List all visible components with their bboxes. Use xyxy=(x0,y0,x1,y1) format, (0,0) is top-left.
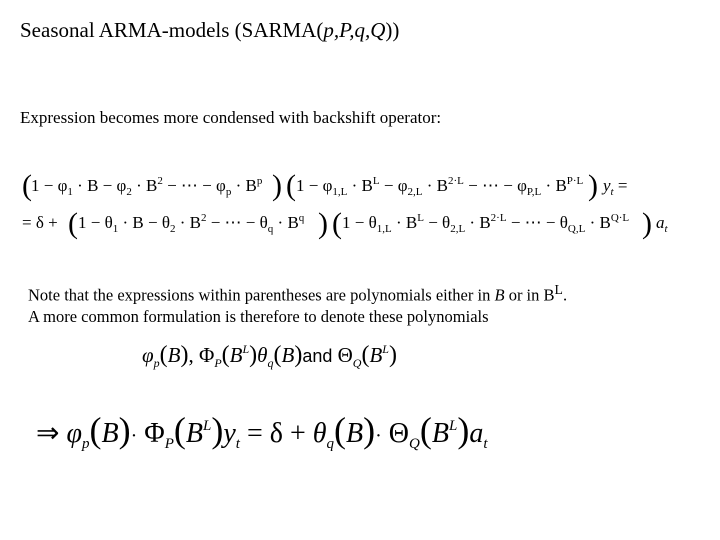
eq2-close-paren-2: ) xyxy=(642,207,652,240)
eq1-yt: $y_t$ = xyxy=(603,176,628,198)
equation-2 xyxy=(22,207,669,240)
note-paragraph xyxy=(28,279,567,327)
eq2-at: $a_t$ xyxy=(656,213,668,235)
eq1-open-paren: ( xyxy=(22,169,32,202)
equation-1 xyxy=(22,169,627,202)
eq1-close-paren-1: ) xyxy=(272,169,282,202)
title-vars: p,P,q,Q xyxy=(323,18,386,42)
note-line-2: A more common formulation is therefore to denote these polynomials xyxy=(28,306,489,326)
eq2-sma-part: $1 - \theta_{1,L} \cdot B^L - \theta_{2,L} \cdot B^{2\cdot L}$ − ⋯ − $\theta_{Q,L} \cdot B^{Q\cdot L}$ xyxy=(342,212,630,235)
note-line-1: Note that the expressions within parentheses are polynomials either in B or in $B^L$. xyxy=(28,282,568,305)
eq1-ar-part: $1 - \varphi_1 \cdot B - \varphi_2 \cdot B^2$ − ⋯ − $\varphi_p \cdot B^p$ xyxy=(31,175,263,198)
polynomial-line xyxy=(142,342,397,370)
eq2-open-paren-2: ( xyxy=(332,207,342,240)
eq1-sar-part: $1 - \varphi_{1,L} \cdot B^L - \varphi_{2,L} \cdot B^{2\cdot L}$ − ⋯ − $\varphi_{P,L} \cdot B^{P\cdot L}$ xyxy=(296,175,584,198)
eq2-lead: = δ + xyxy=(22,213,58,232)
final-equation xyxy=(36,410,488,452)
eq2-close-paren-1: ) xyxy=(318,207,328,240)
title-text: Seasonal ARMA-models (SARMA( xyxy=(20,18,324,42)
eq1-close-paren-2: ) xyxy=(588,169,598,202)
poly-phi-p: $\varphi_p(B)$, $\Phi_P(B^L)\theta_q(B)and$ $\Theta_Q(B^L)$ xyxy=(142,342,397,370)
eq2-ma-part: $1 - \theta_1 \cdot B - \theta_2 \cdot B^2$ − ⋯ − $\theta_q \cdot B^q$ xyxy=(78,212,305,235)
eq2-open-paren: ( xyxy=(68,207,78,240)
intro-line: Expression becomes more condensed with backshift operator: xyxy=(20,108,442,127)
title-suffix: )) xyxy=(385,18,400,42)
final-eq-text: ⇒ $\varphi_p(B)\cdot \Phi_P(B^L)y_t = \delta + \theta_q(B)\cdot \Theta_Q(B^L)a_t$ xyxy=(36,410,488,452)
eq1-open-paren-2: ( xyxy=(286,169,296,202)
